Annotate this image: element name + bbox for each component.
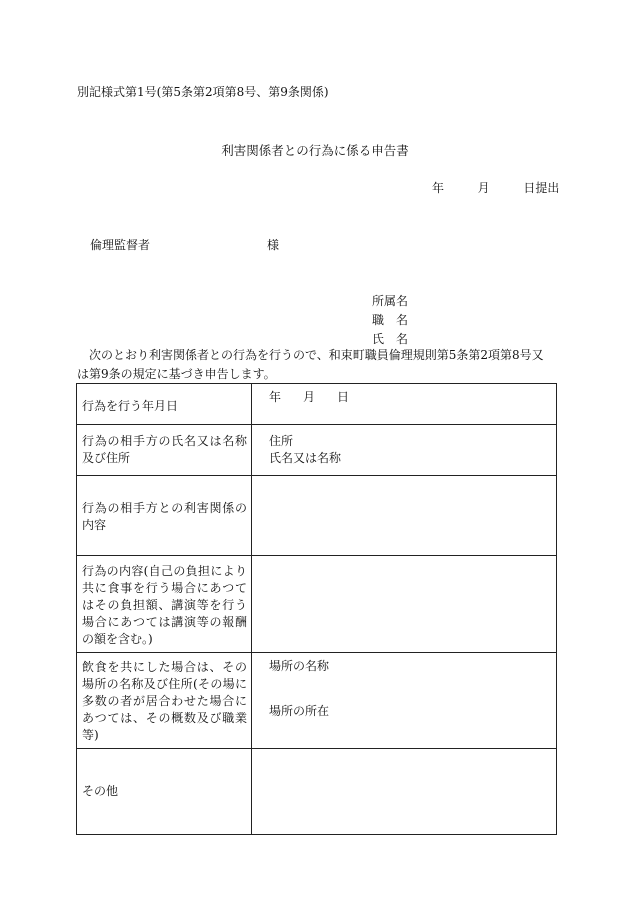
table-row — [77, 384, 557, 425]
row-label: その他 — [77, 749, 252, 835]
address-label: 住所 — [269, 434, 294, 448]
field-day-label: 日 — [337, 390, 350, 404]
declaration-table — [76, 383, 557, 835]
row-label: 飲食を共にした場合は、その場所の名称及び住所(その場に多数の者が居合わせた場合にあつては、その概数及び職業等) — [77, 653, 252, 749]
date-month-label: 月 — [477, 181, 490, 195]
submission-date-line — [432, 179, 559, 196]
dining-place-field[interactable] — [252, 653, 557, 749]
table-row — [77, 425, 557, 476]
sender-name-label: 氏 名 — [372, 332, 409, 346]
declaration-text: 次のとおり利害関係者との行為を行うので、和束町職員倫理規則第5条第2項第8号又は第9条の規定に基づき申告します。 — [77, 348, 544, 381]
date-day-submit-label: 日提出 — [523, 181, 560, 195]
place-location-label: 場所の所在 — [269, 704, 330, 718]
sender-affiliation-label: 所属名 — [372, 294, 409, 308]
row-label: 行為の相手方の氏名又は名称及び住所 — [77, 425, 252, 476]
row-label: 行為の内容(自己の負担により共に食事を行う場合にあつてはその負担額、講演等を行う場合にあつては講演等の報酬の額を含む。) — [77, 556, 252, 653]
addressee-honorific: 様 — [267, 238, 280, 252]
other-field[interactable] — [252, 749, 557, 835]
addressee-name: 倫理監督者 — [90, 238, 151, 252]
row-label: 行為を行う年月日 — [77, 384, 252, 425]
counterparty-field[interactable] — [252, 425, 557, 476]
name-or-title-label: 氏名又は名称 — [269, 451, 342, 465]
form-reference: 別記様式第1号(第5条第2項第8号、第9条関係) — [77, 85, 329, 99]
document-title: 利害関係者との行為に係る申告書 — [221, 143, 409, 158]
row-label: 行為の相手方との利害関係の内容 — [77, 476, 252, 556]
sender-position-label: 職 名 — [372, 313, 409, 327]
relationship-field[interactable] — [252, 476, 557, 556]
date-year-label: 年 — [432, 181, 445, 195]
table-row — [77, 476, 557, 556]
table-row — [77, 653, 557, 749]
action-date-field[interactable] — [252, 384, 557, 425]
place-name-label: 場所の名称 — [269, 659, 330, 673]
field-year-label: 年 — [269, 390, 282, 404]
action-content-field[interactable] — [252, 556, 557, 653]
field-month-label: 月 — [303, 390, 316, 404]
table-row — [77, 749, 557, 835]
table-row — [77, 556, 557, 653]
